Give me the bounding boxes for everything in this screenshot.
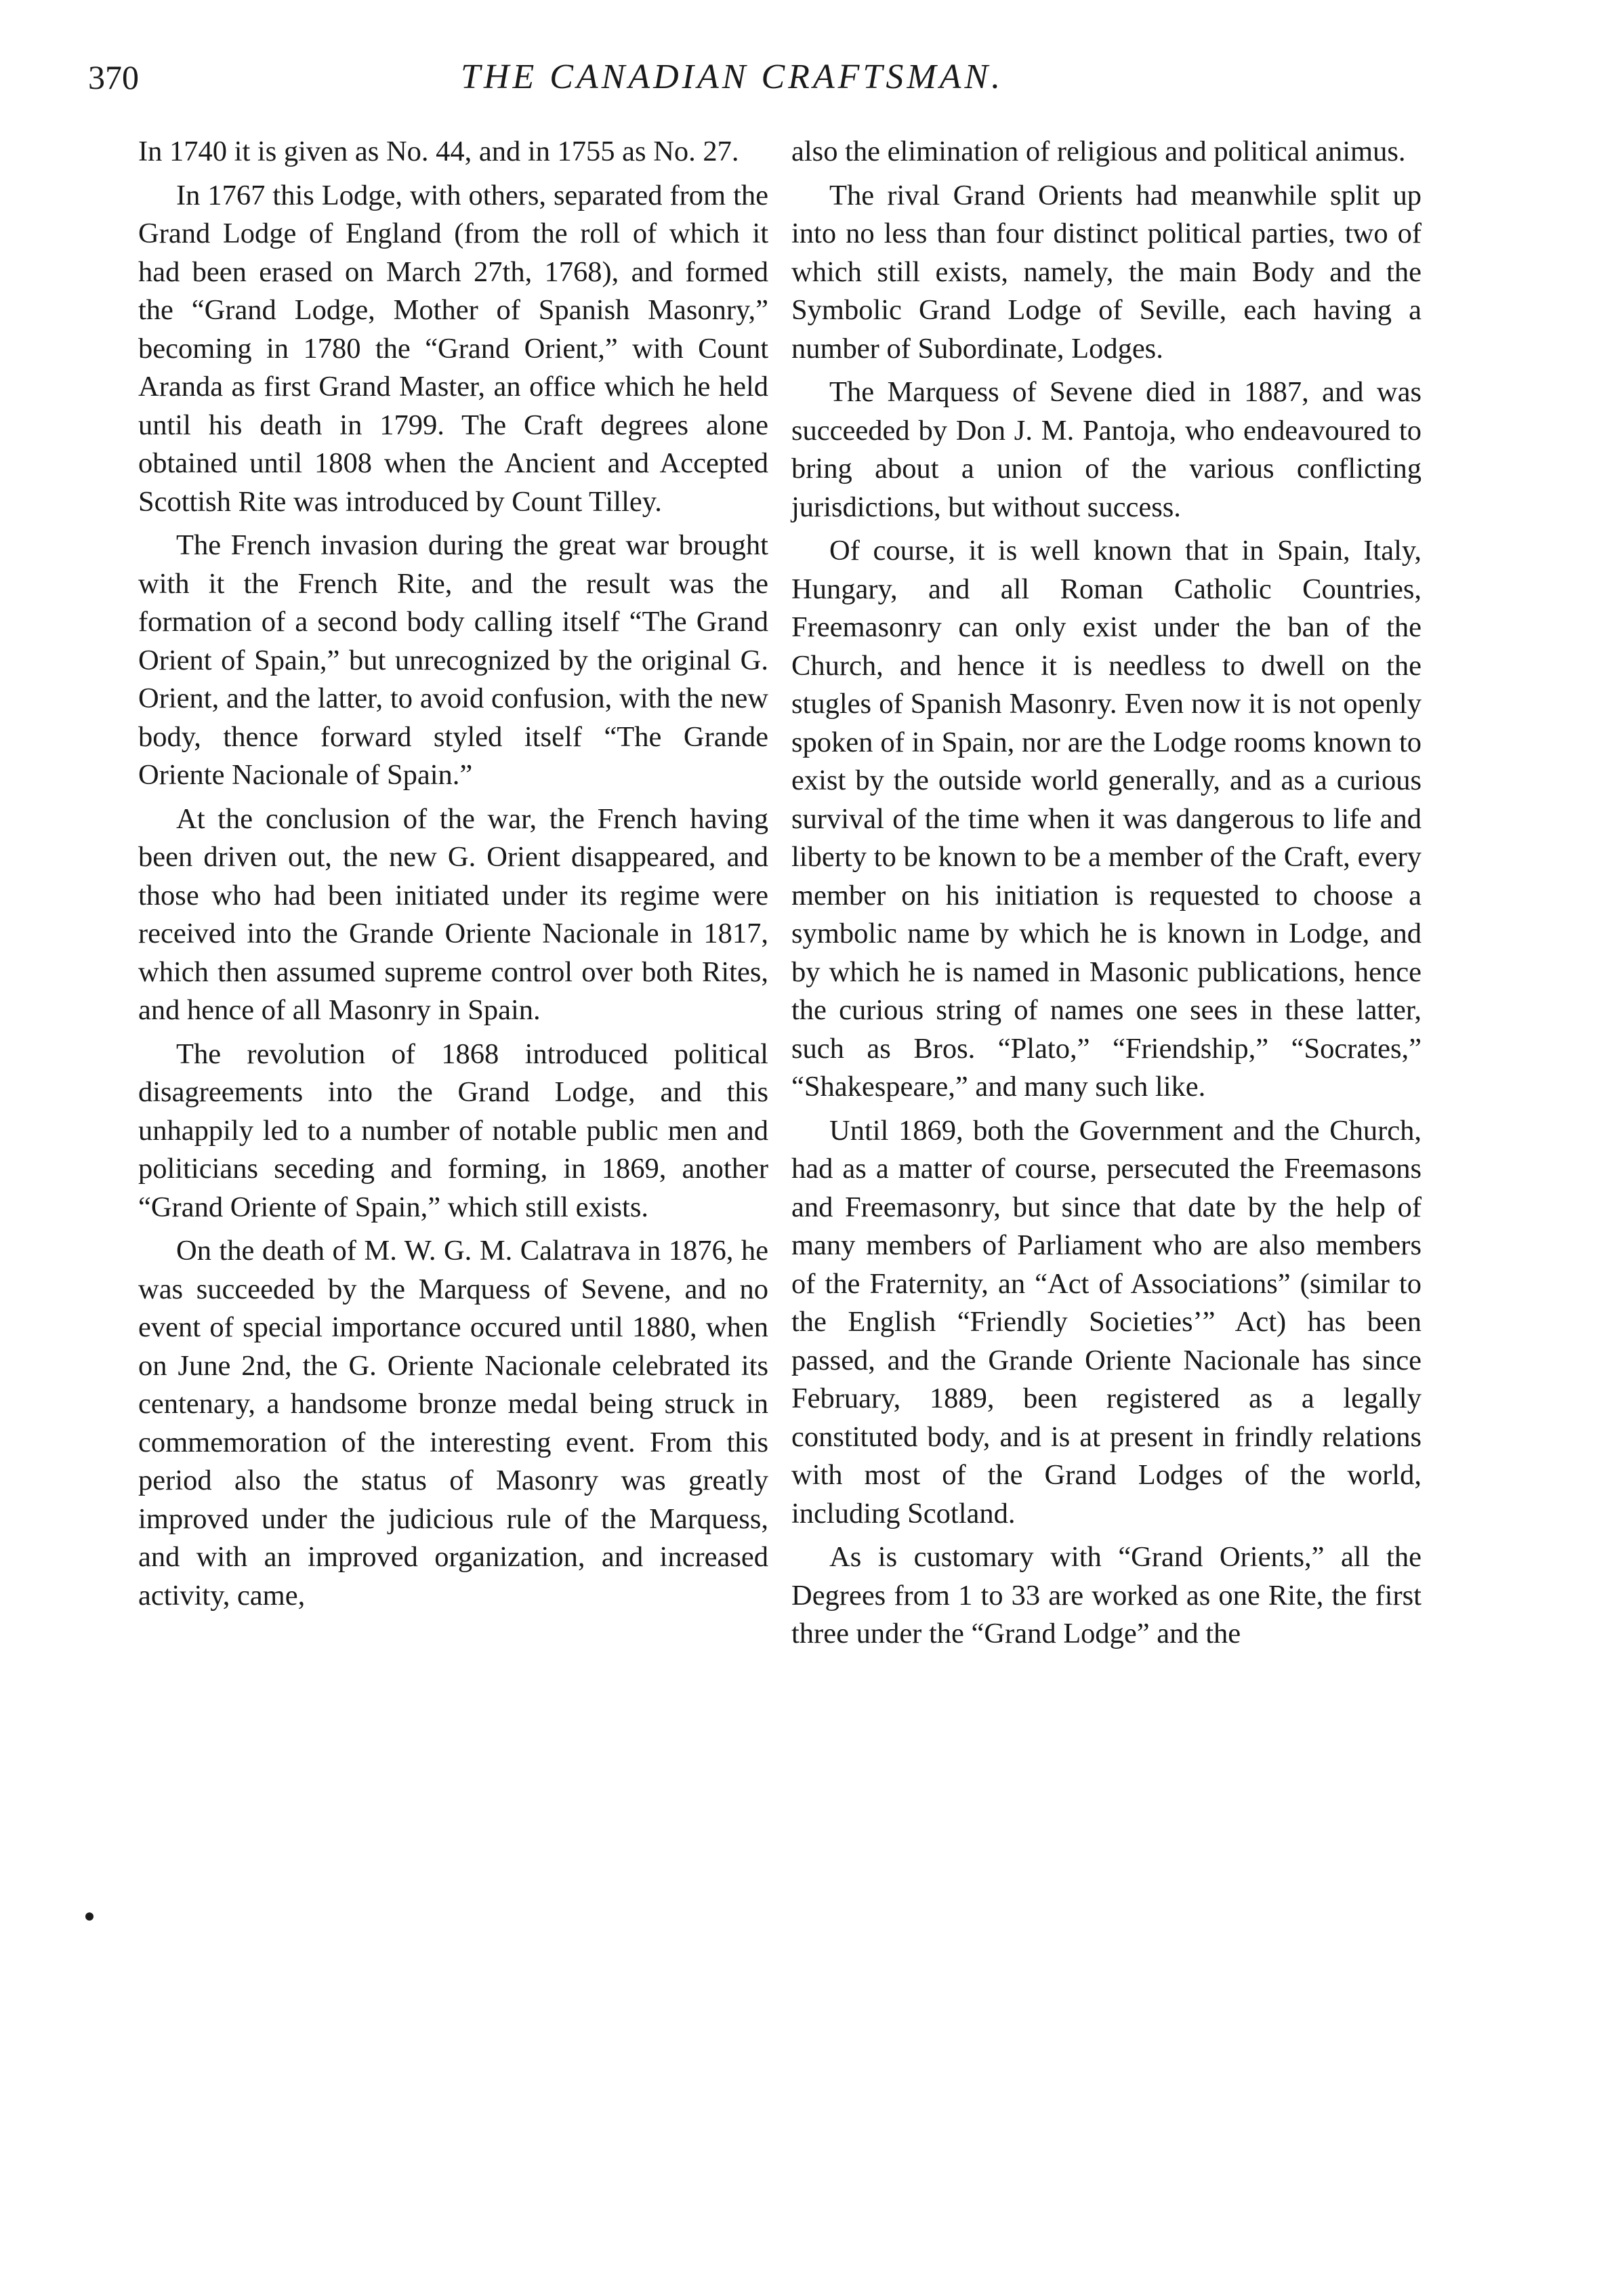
page-number: 370 [88, 58, 139, 96]
paragraph: In 1767 this Lodge, with others, separated from the Grand Lodge of England (from the roll of which it had been erased on March 27th, 1768), and formed the “Grand Lodge, Mother of Spanish Masonry,” becoming in 1780 the “Grand Orient,” with Count Aranda as first Grand Master, an office which he held until his death in 1799. The Craft degrees alone obtained until 1808 when the Ancient and Accepted Scottish Rite was introduced by Count Tilley. [138, 179, 768, 518]
paragraph: At the conclusion of the war, the French having been driven out, the new G. Orient disappeared, and those who had been initiated under its regime were received into the Grande Oriente Nacionale in 1817, which then assumed supreme control over both Rites, and hence of all Masonry in Spain. [138, 802, 768, 1026]
left-column [138, 133, 768, 1620]
paragraph: The revolution of 1868 introduced political disagreements into the Grand Lodge, and this unhappily led to a number of notable public men and politicians seceding and forming, in 1869, another “Grand Oriente of Spain,” which still exists. [138, 1038, 768, 1223]
paragraph: The rival Grand Orients had meanwhile split up into no less than four distinct political parties, two of which still exists, namely, the main Body and the Symbolic Grand Lodge of Seville, each having a number of Subordinate, Lodges. [791, 179, 1422, 365]
paragraph: The French invasion during the great war brought with it the French Rite, and the result was the formation of a second body calling itself “The Grand Orient of Spain,” but unrecognized by the original G. Orient, and the latter, to avoid confusion, with the new body, thence forward styled itself “The Grande Oriente Nacionale of Spain.” [138, 529, 768, 791]
paragraph: As is customary with “Grand Orients,” all the Degrees from 1 to 33 are worked as one Rite, the first three under the “Grand Lodge” and the [791, 1541, 1422, 1649]
paragraph: Until 1869, both the Government and the Church, had as a matter of course, persecuted the Freemasons and Freemasonry, but since that date by the help of many members of Parliament who are also members of the Fraternity, an “Act of Associations” (similar to the English “Friendly Societies’” Act) has been passed, and the Grande Oriente Nacionale has since February, 1889, been registered as a legally constituted body, and is at present in frindly relations with most of the Grand Lodges of the world, including Scotland. [791, 1114, 1422, 1530]
paragraph-continuation: also the elimination of religious and political animus. [791, 136, 1406, 167]
running-head: THE CANADIAN CRAFTSMAN. [461, 58, 1004, 96]
right-column [791, 133, 1422, 1659]
margin-dot-icon [85, 1912, 94, 1921]
paragraph: The Marquess of Sevene died in 1887, and was succeeded by Don J. M. Pantoja, who endeavoured to bring about a union of the various conflicting jurisdictions, but without success. [791, 376, 1422, 523]
paragraph: On the death of M. W. G. M. Calatrava in 1876, he was succeeded by the Marquess of Sevene, and no event of special importance occured until 1880, when on June 2nd, the G. Oriente Nacionale celebrated its centenary, a handsome bronze medal being struck in commemoration of the interesting event. From this period also the status of Masonry was greatly improved under the judicious rule of the Marquess, and with an improved organization, and increased activity, came, [138, 1235, 768, 1612]
paragraph: In 1740 it is given as No. 44, and in 1755 as No. 27. [138, 136, 739, 167]
paragraph: Of course, it is well known that in Spain, Italy, Hungary, and all Roman Catholic Countries, Freemasonry can only exist under the ban of the Church, and hence it is needless to dwell on the stugles of Spanish Masonry. Even now it is not openly spoken of in Spain, nor are the Lodge rooms known to exist by the outside world generally, and as a curious survival of the time when it was dangerous to life and liberty to be known to be a member of the Craft, every member on his initiation is requested to choose a symbolic name by which he is known in Lodge, and by which he is named in Masonic publications, hence the curious string of names one sees in these latter, such as Bros. “Plato,” “Friendship,” “Socrates,” “Shakespeare,” and many such like. [791, 535, 1422, 1103]
